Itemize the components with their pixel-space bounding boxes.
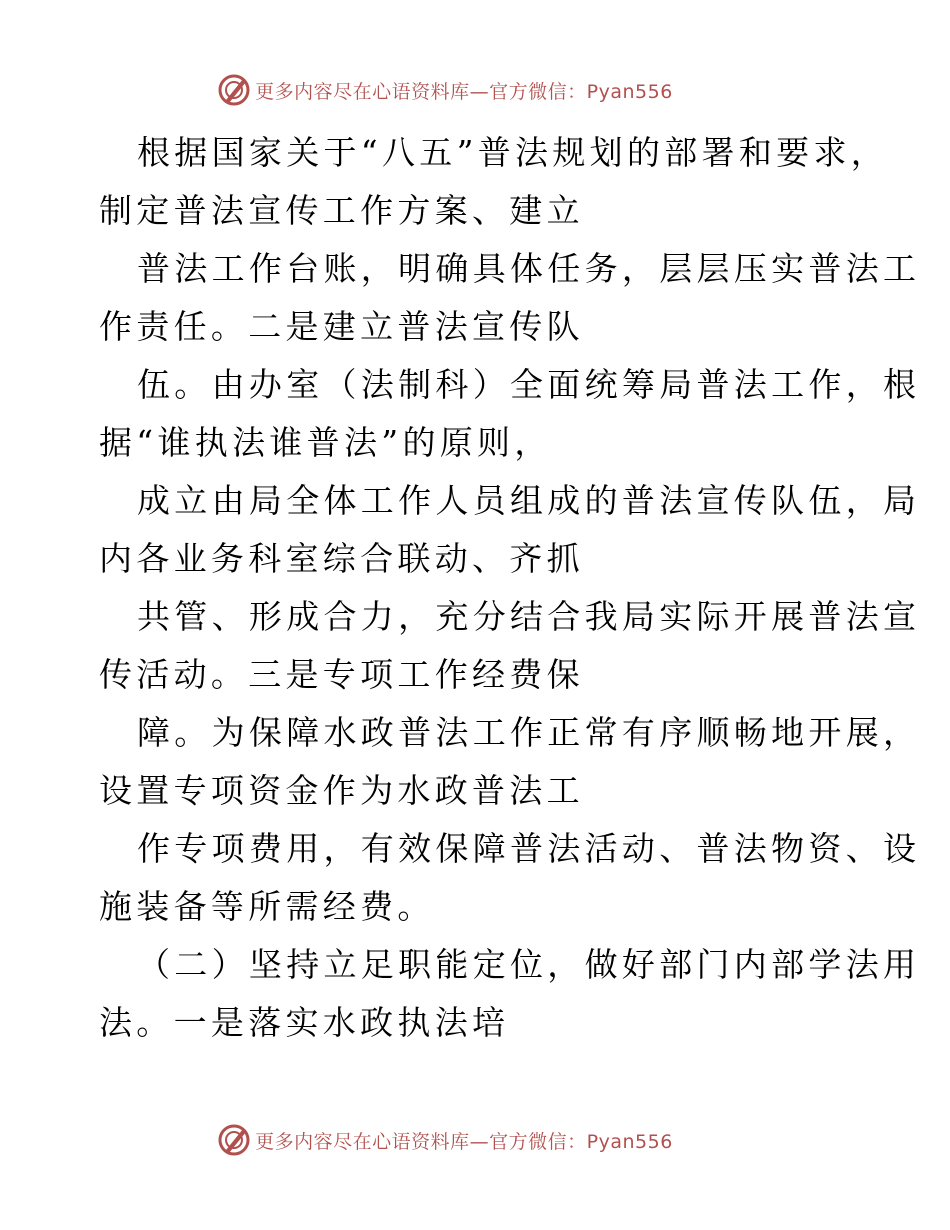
- text-line: 据“谁执法谁普法”的原则，: [99, 423, 552, 462]
- text-line: （二）坚持立足职能定位，做好部门内部学法用: [137, 945, 921, 984]
- watermark-text: 更多内容尽在心语资料库—官方微信：Pyan556: [255, 1130, 673, 1153]
- footer-watermark: [0, 1120, 950, 1160]
- pen-seal-icon: [217, 73, 251, 107]
- document-body: [99, 124, 921, 1052]
- text-line: 伍。由办室（法制科）全面统筹局普法工作，根: [137, 365, 921, 404]
- text-line: 普法工作台账，明确具体任务，层层压实普法工: [137, 249, 921, 288]
- text-line: 传活动。三是专项工作经费保: [99, 655, 584, 694]
- text-line: 设置专项资金作为水政普法工: [99, 771, 584, 810]
- pen-seal-icon: [217, 1123, 251, 1157]
- text-line: 施装备等所需经费。: [99, 887, 435, 926]
- text-line: 法。一是落实水政执法培: [99, 1003, 510, 1042]
- text-line: 根据国家关于“八五”普法规划的部署和要求，: [137, 133, 889, 172]
- text-line: 共管、形成合力，充分结合我局实际开展普法宣: [137, 597, 921, 636]
- text-line: 障。为保障水政普法工作正常有序顺畅地开展，: [137, 713, 921, 752]
- watermark-text: 更多内容尽在心语资料库—官方微信：Pyan556: [255, 80, 673, 103]
- text-line: 作专项费用，有效保障普法活动、普法物资、设: [137, 829, 921, 868]
- text-line: 制定普法宣传工作方案、建立: [99, 191, 584, 230]
- header-watermark: [0, 70, 950, 110]
- text-line: 内各业务科室综合联动、齐抓: [99, 539, 584, 578]
- text-line: 成立由局全体工作人员组成的普法宣传队伍，局: [137, 481, 921, 520]
- text-line: 作责任。二是建立普法宣传队: [99, 307, 584, 346]
